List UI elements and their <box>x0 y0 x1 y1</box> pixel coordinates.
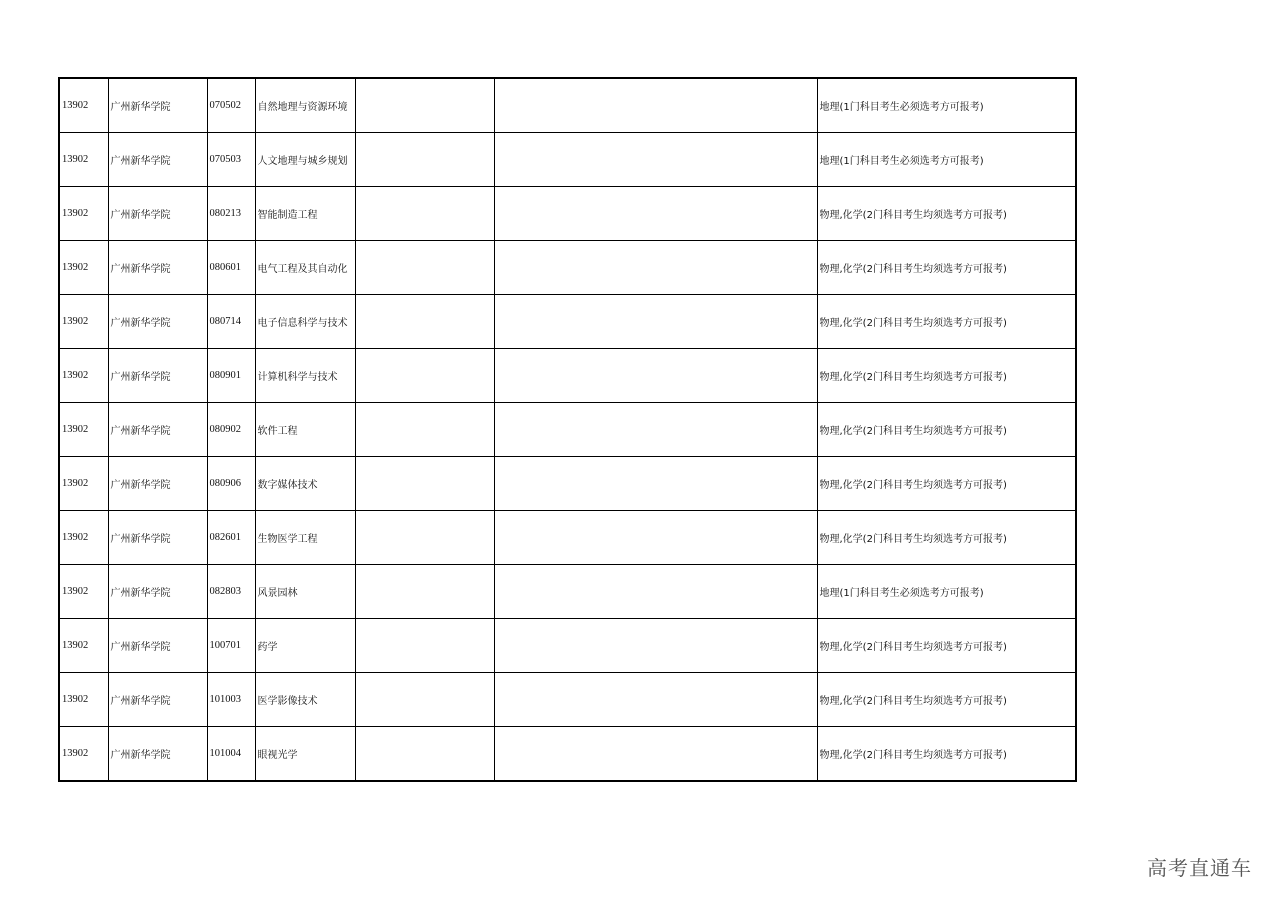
cell-major-name: 生物医学工程 <box>255 511 355 565</box>
cell-subject-requirement: 地理(1门科目考生必须选考方可报考) <box>817 78 1076 133</box>
cell-empty-b <box>494 673 817 727</box>
cell-major-code: 080902 <box>207 403 255 457</box>
cell-school-code: 13902 <box>59 349 108 403</box>
cell-major-code: 080901 <box>207 349 255 403</box>
cell-subject-requirement: 物理,化学(2门科目考生均须选考方可报考) <box>817 295 1076 349</box>
cell-major-code: 082601 <box>207 511 255 565</box>
cell-school-name: 广州新华学院 <box>108 565 207 619</box>
cell-empty-a <box>355 619 494 673</box>
cell-major-code: 070503 <box>207 133 255 187</box>
cell-school-name: 广州新华学院 <box>108 78 207 133</box>
cell-subject-requirement: 物理,化学(2门科目考生均须选考方可报考) <box>817 727 1076 782</box>
cell-major-name: 自然地理与资源环境 <box>255 78 355 133</box>
cell-major-name: 软件工程 <box>255 403 355 457</box>
cell-empty-a <box>355 727 494 782</box>
cell-major-code: 101004 <box>207 727 255 782</box>
cell-subject-requirement: 物理,化学(2门科目考生均须选考方可报考) <box>817 241 1076 295</box>
cell-empty-a <box>355 187 494 241</box>
cell-school-code: 13902 <box>59 511 108 565</box>
cell-school-name: 广州新华学院 <box>108 619 207 673</box>
table-row <box>59 619 1076 673</box>
cell-subject-requirement: 物理,化学(2门科目考生均须选考方可报考) <box>817 349 1076 403</box>
cell-major-code: 080906 <box>207 457 255 511</box>
cell-school-name: 广州新华学院 <box>108 295 207 349</box>
cell-empty-a <box>355 241 494 295</box>
cell-empty-a <box>355 511 494 565</box>
cell-empty-a <box>355 133 494 187</box>
cell-subject-requirement: 物理,化学(2门科目考生均须选考方可报考) <box>817 673 1076 727</box>
cell-subject-requirement: 物理,化学(2门科目考生均须选考方可报考) <box>817 619 1076 673</box>
cell-school-code: 13902 <box>59 241 108 295</box>
table-row <box>59 727 1076 782</box>
cell-subject-requirement: 物理,化学(2门科目考生均须选考方可报考) <box>817 457 1076 511</box>
cell-empty-a <box>355 565 494 619</box>
cell-major-name: 电气工程及其自动化 <box>255 241 355 295</box>
cell-school-name: 广州新华学院 <box>108 241 207 295</box>
cell-school-name: 广州新华学院 <box>108 457 207 511</box>
cell-school-name: 广州新华学院 <box>108 511 207 565</box>
cell-school-name: 广州新华学院 <box>108 187 207 241</box>
cell-empty-b <box>494 511 817 565</box>
table-row <box>59 78 1076 133</box>
cell-major-code: 070502 <box>207 78 255 133</box>
cell-empty-b <box>494 187 817 241</box>
cell-major-code: 080213 <box>207 187 255 241</box>
table-row <box>59 457 1076 511</box>
cell-empty-b <box>494 78 817 133</box>
cell-subject-requirement: 地理(1门科目考生必须选考方可报考) <box>817 133 1076 187</box>
cell-school-name: 广州新华学院 <box>108 673 207 727</box>
cell-major-code: 080601 <box>207 241 255 295</box>
cell-subject-requirement: 物理,化学(2门科目考生均须选考方可报考) <box>817 403 1076 457</box>
cell-empty-b <box>494 295 817 349</box>
cell-major-name: 人文地理与城乡规划 <box>255 133 355 187</box>
major-requirements-table <box>58 77 1077 782</box>
cell-major-code: 100701 <box>207 619 255 673</box>
cell-empty-a <box>355 295 494 349</box>
table-row <box>59 241 1076 295</box>
cell-major-name: 计算机科学与技术 <box>255 349 355 403</box>
cell-empty-b <box>494 565 817 619</box>
cell-subject-requirement: 地理(1门科目考生必须选考方可报考) <box>817 565 1076 619</box>
cell-empty-b <box>494 241 817 295</box>
cell-school-code: 13902 <box>59 403 108 457</box>
cell-major-code: 082803 <box>207 565 255 619</box>
cell-empty-a <box>355 673 494 727</box>
cell-school-name: 广州新华学院 <box>108 133 207 187</box>
table-body <box>59 78 1076 781</box>
cell-empty-b <box>494 349 817 403</box>
cell-school-code: 13902 <box>59 457 108 511</box>
cell-major-name: 电子信息科学与技术 <box>255 295 355 349</box>
cell-school-name: 广州新华学院 <box>108 403 207 457</box>
cell-school-code: 13902 <box>59 727 108 782</box>
cell-school-code: 13902 <box>59 619 108 673</box>
cell-school-name: 广州新华学院 <box>108 727 207 782</box>
cell-major-name: 智能制造工程 <box>255 187 355 241</box>
cell-empty-b <box>494 457 817 511</box>
table-row <box>59 295 1076 349</box>
cell-major-name: 数字媒体技术 <box>255 457 355 511</box>
cell-major-name: 风景园林 <box>255 565 355 619</box>
cell-school-name: 广州新华学院 <box>108 349 207 403</box>
cell-school-code: 13902 <box>59 565 108 619</box>
table-row <box>59 133 1076 187</box>
table-row <box>59 403 1076 457</box>
cell-major-code: 101003 <box>207 673 255 727</box>
watermark-text: 高考直通车 <box>1147 856 1252 880</box>
cell-empty-a <box>355 78 494 133</box>
cell-school-code: 13902 <box>59 295 108 349</box>
table-row <box>59 511 1076 565</box>
cell-empty-a <box>355 457 494 511</box>
cell-subject-requirement: 物理,化学(2门科目考生均须选考方可报考) <box>817 187 1076 241</box>
cell-empty-b <box>494 403 817 457</box>
cell-empty-a <box>355 349 494 403</box>
cell-school-code: 13902 <box>59 673 108 727</box>
cell-school-code: 13902 <box>59 133 108 187</box>
table-row <box>59 349 1076 403</box>
cell-school-code: 13902 <box>59 187 108 241</box>
cell-school-code: 13902 <box>59 78 108 133</box>
cell-empty-b <box>494 619 817 673</box>
cell-major-name: 医学影像技术 <box>255 673 355 727</box>
cell-empty-a <box>355 403 494 457</box>
cell-major-code: 080714 <box>207 295 255 349</box>
cell-empty-b <box>494 133 817 187</box>
table-row <box>59 565 1076 619</box>
cell-major-name: 眼视光学 <box>255 727 355 782</box>
table-row <box>59 187 1076 241</box>
table-row <box>59 673 1076 727</box>
cell-subject-requirement: 物理,化学(2门科目考生均须选考方可报考) <box>817 511 1076 565</box>
cell-major-name: 药学 <box>255 619 355 673</box>
cell-empty-b <box>494 727 817 782</box>
